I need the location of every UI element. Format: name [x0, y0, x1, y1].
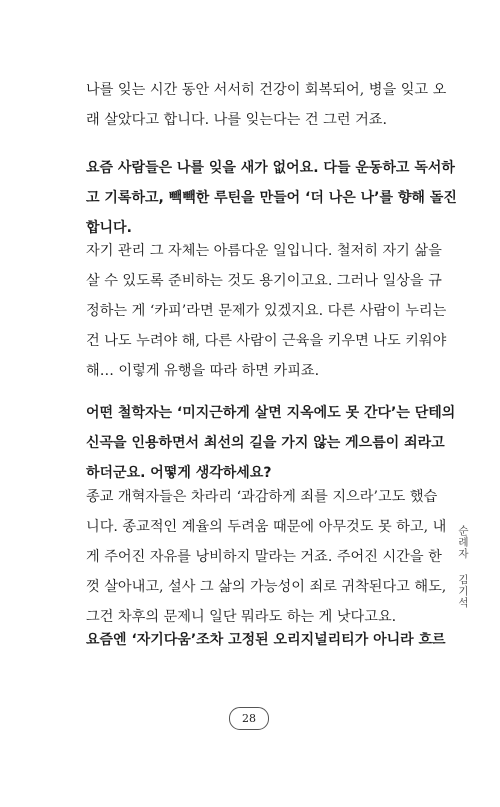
running-header-book: 순례자	[457, 525, 469, 560]
text-line: 종교 개혁자들은 차라리 ‘과감하게 죄를 지으라’고도 했습	[86, 489, 438, 505]
text-line: 살 수 있도록 준비하는 것도 용기이고요. 그러나 일상을 규	[86, 273, 442, 289]
running-header-author: 김기석	[457, 573, 469, 609]
text-line: 요즘엔 ‘자기다움’조차 고정된 오리지널리티가 아니라 흐르	[86, 632, 446, 648]
paragraph-question-1	[86, 153, 457, 243]
text-line: 그건 차후의 문제니 일단 뭐라도 하는 게 낫다고요.	[86, 609, 397, 625]
text-line: 게 주어진 자유를 낭비하지 말라는 거죠. 주어진 시간을 한	[86, 549, 442, 565]
text-line: 자기 관리 그 자체는 아름다운 일입니다. 철저히 자기 삶을	[86, 243, 442, 259]
paragraph-answer-3	[86, 482, 447, 632]
text-line: 하더군요. 어떻게 생각하세요?	[86, 465, 272, 481]
text-line: 나를 잊는 시간 동안 서서히 건강이 회복되어, 병을 잊고 오	[86, 82, 447, 98]
text-line: 래 살았다고 합니다. 나를 잊는다는 건 그런 거죠.	[86, 112, 387, 128]
text-line: 신곡을 인용하면서 최선의 길을 가지 않는 게으름이 죄라고	[86, 435, 445, 451]
paragraph-question-2	[86, 398, 456, 488]
page-number: 28	[229, 707, 269, 730]
paragraph-answer-1	[86, 75, 447, 135]
running-header	[455, 525, 471, 618]
text-line: 정하는 게 ‘카피’라면 문제가 있겠지요. 다른 사람이 누리는	[86, 303, 447, 319]
paragraph-answer-2	[86, 236, 447, 386]
text-line: 어떤 철학자는 ‘미지근하게 살면 지옥에도 못 간다’는 단테의	[86, 405, 456, 421]
text-line: 요즘 사람들은 나를 잊을 새가 없어요. 다들 운동하고 독서하	[86, 160, 455, 176]
text-line: 건 나도 누려야 해, 다른 사람이 근육을 키우면 나도 키워야	[86, 333, 447, 349]
text-line: 해… 이렇게 유행을 따라 하면 카피죠.	[86, 363, 320, 379]
paragraph-question-3	[86, 625, 446, 655]
text-line: 껏 살아내고, 설사 그 삶의 가능성이 죄로 귀착된다고 해도,	[86, 579, 447, 595]
text-line: 합니다.	[86, 220, 132, 236]
text-line: 고 기록하고, 빽빽한 루틴을 만들어 ‘더 나은 나’를 향해 돌진	[86, 190, 457, 206]
text-line: 니다. 종교적인 계율의 두려움 때문에 아무것도 못 하고, 내	[86, 519, 447, 535]
